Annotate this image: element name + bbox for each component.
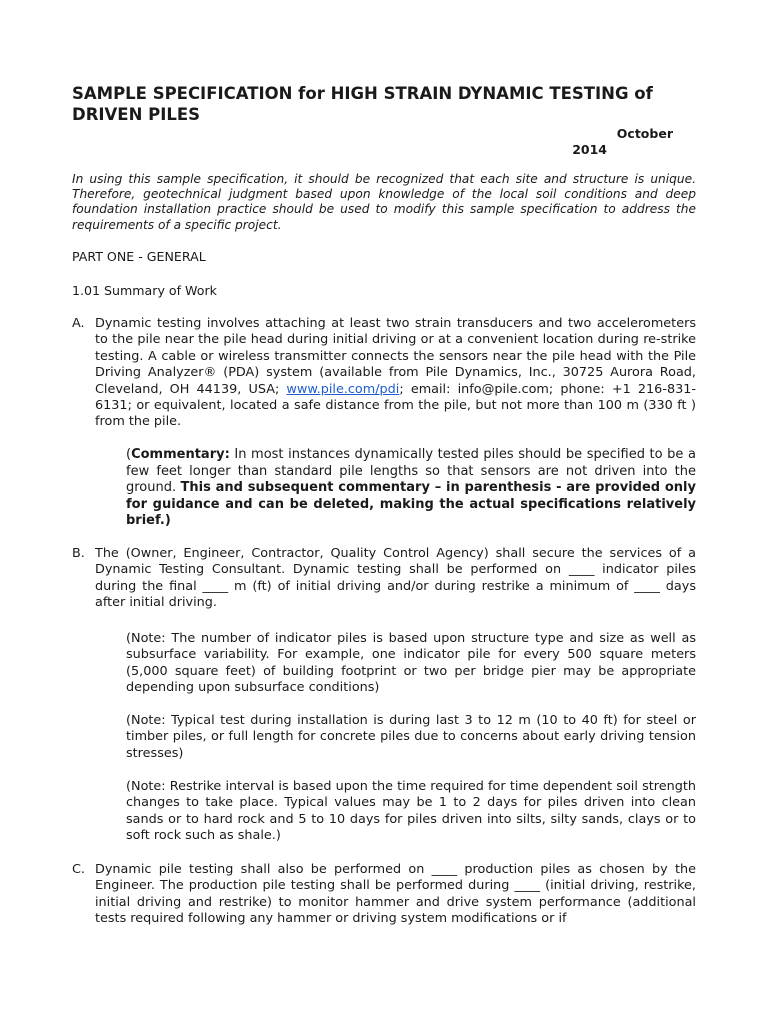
item-a-text-end: ; email: info@pile.com; phone: +1 216-831-6131; or equivalent, located a safe distance from the pile, but not more than 100 m (330 ft ) from the pile.	[95, 381, 696, 430]
date-month: October	[616, 126, 673, 141]
item-c	[72, 862, 696, 928]
item-c-letter: C.	[72, 862, 86, 877]
date-year: 2014	[572, 142, 607, 157]
item-b-text: The (Owner, Engineer, Contractor, Quality Control Agency) shall secure the services of a Dynamic Testing Consultant. Dynamic testing shall be performed on ____ indicator piles during the final ____ m (ft) of initial driving and/or during restrike a minimum of ____ days after initial driving.	[95, 546, 696, 611]
pdi-link[interactable]: www.pile.com/pdi	[286, 381, 400, 397]
item-a-text-start: Dynamic testing involves attaching at least two strain transducers and two accelerometers to the pile near the pile head during initial driving or at a convenient location during re-strike testing. A cable or wireless transmitter connects the sensors near the pile head with the Pile Driving Analyzer® (PDA) system (available from Pile Dynamics, Inc., 30725 Aurora Road, Cleveland, OH 44139, USA;	[95, 316, 696, 397]
commentary-open-paren: (	[126, 447, 132, 462]
item-a	[72, 316, 696, 431]
item-b	[72, 546, 696, 612]
part-heading: PART ONE - GENERAL	[72, 249, 206, 264]
commentary-text: In most instances dynamically tested piles should be specified to be a few feet longer than standard pile lengths so that sensors are not driven into the ground.	[126, 447, 696, 496]
section-heading: 1.01 Summary of Work	[72, 283, 217, 298]
intro-paragraph: In using this sample specification, it should be recognized that each site and structure is unique. Therefore, geotechnical judgment based upon knowledge of the local soil conditions and deep foundation installation practice should be used to modify this sample specification to address the requirements of a specific project.	[72, 172, 696, 232]
commentary-label: Commentary:	[131, 447, 230, 462]
item-a-letter: A.	[72, 316, 85, 331]
note-typical-test: (Note: Typical test during installation is during last 3 to 12 m (10 to 40 ft) for steel or timber piles, or full length for concrete piles due to concerns about early driving tension stresses)	[126, 713, 696, 761]
note-restrike-interval: (Note: Restrike interval is based upon the time required for time dependent soil strength changes to take place. Typical values may be 1 to 2 days for piles driven into clean sands or to hard rock and 5 to 10 days for piles driven into silts, silty sands, clays or to soft rock such as shale.)	[126, 779, 696, 844]
item-b-letter: B.	[72, 546, 85, 561]
document-date	[567, 126, 673, 158]
item-a-text	[95, 316, 696, 431]
document-title: SAMPLE SPECIFICATION for HIGH STRAIN DYNAMIC TESTING of DRIVEN PILES	[72, 84, 653, 124]
commentary-bold-text: This and subsequent commentary – in parenthesis - are provided only for guidance and can be deleted, making the actual specifications relatively brief.)	[126, 480, 696, 529]
note-indicator-piles: (Note: The number of indicator piles is based upon structure type and size as well as subsurface variability. For example, one indicator pile for every 500 square meters (5,000 square feet) of building footprint or two per bridge pier may be appropriate depending upon subsurface conditions)	[126, 631, 696, 696]
commentary-paragraph	[126, 447, 696, 530]
item-c-text: Dynamic pile testing shall also be performed on ____ production piles as chosen by the Engineer. The production pile testing shall be performed during ____ (initial driving, restrike, initial driving and restrike) to monitor hammer and drive system performance (additional tests required following any hammer or driving system modifications or if	[95, 862, 696, 927]
